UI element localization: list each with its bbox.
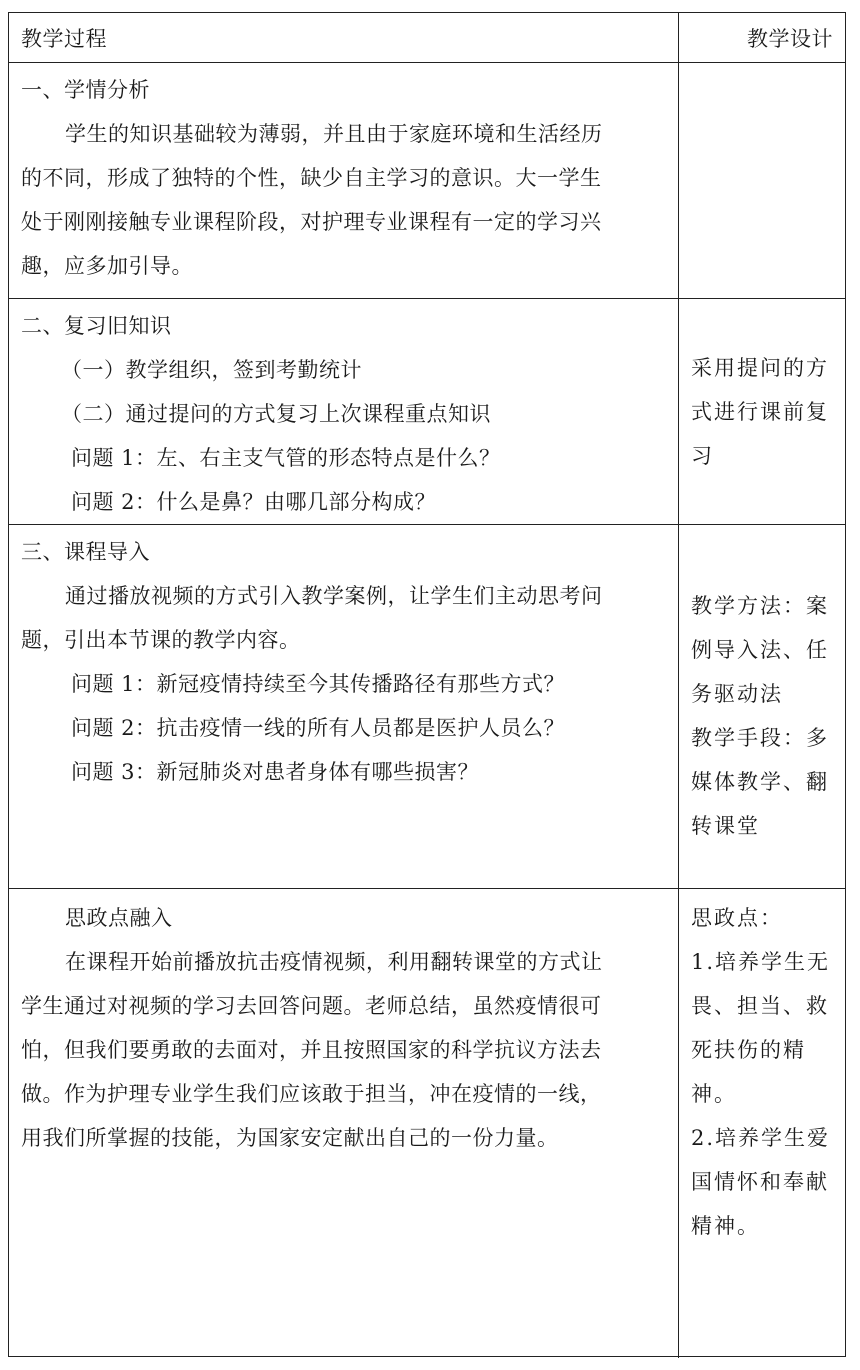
section-1-line: 处于刚刚接触专业课程阶段，对护理专业课程有一定的学习兴 bbox=[21, 210, 602, 234]
section-4-design-cell bbox=[679, 889, 847, 1358]
section-3-line: 问题 2：抗击疫情一线的所有人员都是医护人员么？ bbox=[71, 716, 566, 740]
section-4-design-line: 国情怀和奉献 bbox=[691, 1170, 829, 1194]
section-3-heading: 三、课程导入 bbox=[21, 540, 150, 564]
section-2-design-cell bbox=[679, 299, 847, 524]
section-3-design-line: 转课堂 bbox=[691, 814, 760, 838]
section-2-design-line: 习 bbox=[691, 444, 714, 468]
section-4-design-line: 1.培养学生无 bbox=[691, 950, 831, 974]
section-2-design-line: 采用提问的方 bbox=[691, 356, 829, 380]
section-4-design-line: 畏、担当、救 bbox=[691, 994, 829, 1018]
section-4-design-line: 神。 bbox=[691, 1082, 737, 1106]
section-4-process-cell bbox=[9, 889, 679, 1358]
section-4-line: 怕，但我们要勇敢的去面对，并且按照国家的科学抗议方法去 bbox=[21, 1038, 602, 1062]
section-1-line: 的不同，形成了独特的个性，缺少自主学习的意识。大一学生 bbox=[21, 166, 602, 190]
section-3-design-line: 教学方法：案 bbox=[691, 594, 829, 618]
section-2-heading: 二、复习旧知识 bbox=[21, 314, 172, 338]
section-4-heading: 思政点融入 bbox=[65, 906, 173, 930]
section-4-row bbox=[9, 889, 845, 1358]
section-2-line: 问题 1：左、右主支气管的形态特点是什么？ bbox=[71, 446, 501, 470]
header-design-label: 教学设计 bbox=[747, 27, 833, 51]
section-3-line: 问题 3：新冠肺炎对患者身体有哪些损害？ bbox=[71, 760, 480, 784]
section-3-design-line: 媒体教学、翻 bbox=[691, 770, 829, 794]
section-4-line: 在课程开始前播放抗击疫情视频，利用翻转课堂的方式让 bbox=[65, 950, 603, 974]
section-4-design-line: 死扶伤的精 bbox=[691, 1038, 806, 1062]
section-3-design-line: 教学手段：多 bbox=[691, 726, 829, 750]
header-process-cell bbox=[9, 13, 679, 62]
section-2-row bbox=[9, 299, 845, 525]
header-process-label: 教学过程 bbox=[21, 27, 107, 51]
table-header-row bbox=[9, 13, 845, 63]
section-1-row bbox=[9, 63, 845, 299]
section-2-line: 问题 2：什么是鼻？由哪几部分构成？ bbox=[71, 490, 437, 514]
section-3-design-line: 例导入法、任 bbox=[691, 638, 829, 662]
section-4-design-line: 思政点： bbox=[691, 906, 783, 930]
section-1-design-cell bbox=[679, 63, 847, 298]
section-2-line: （一）教学组织，签到考勤统计 bbox=[61, 358, 362, 382]
section-3-design-cell bbox=[679, 525, 847, 888]
section-3-line: 题，引出本节课的教学内容。 bbox=[21, 628, 301, 652]
section-2-process-cell bbox=[9, 299, 679, 524]
section-2-line: （二）通过提问的方式复习上次课程重点知识 bbox=[61, 402, 491, 426]
section-4-design-line: 2.培养学生爱 bbox=[691, 1126, 831, 1150]
section-1-process-cell bbox=[9, 63, 679, 298]
section-1-heading: 一、学情分析 bbox=[21, 78, 150, 102]
section-3-line: 通过播放视频的方式引入教学案例，让学生们主动思考问 bbox=[65, 584, 603, 608]
section-4-line: 做。作为护理专业学生我们应该敢于担当，冲在疫情的一线， bbox=[21, 1082, 602, 1106]
section-4-line: 用我们所掌握的技能，为国家安定献出自己的一份力量。 bbox=[21, 1126, 559, 1150]
section-4-line: 学生通过对视频的学习去回答问题。老师总结，虽然疫情很可 bbox=[21, 994, 602, 1018]
section-1-line: 学生的知识基础较为薄弱，并且由于家庭环境和生活经历 bbox=[65, 122, 603, 146]
header-design-cell bbox=[679, 13, 847, 62]
section-3-design-line: 务驱动法 bbox=[691, 682, 783, 706]
section-4-design-line: 精神。 bbox=[691, 1214, 760, 1238]
section-2-design-line: 式进行课前复 bbox=[691, 400, 829, 424]
section-1-line: 趣，应多加引导。 bbox=[21, 254, 193, 278]
section-3-process-cell bbox=[9, 525, 679, 888]
lesson-plan-table bbox=[8, 12, 846, 1357]
section-3-line: 问题 1：新冠疫情持续至今其传播路径有那些方式？ bbox=[71, 672, 566, 696]
section-3-row bbox=[9, 525, 845, 889]
